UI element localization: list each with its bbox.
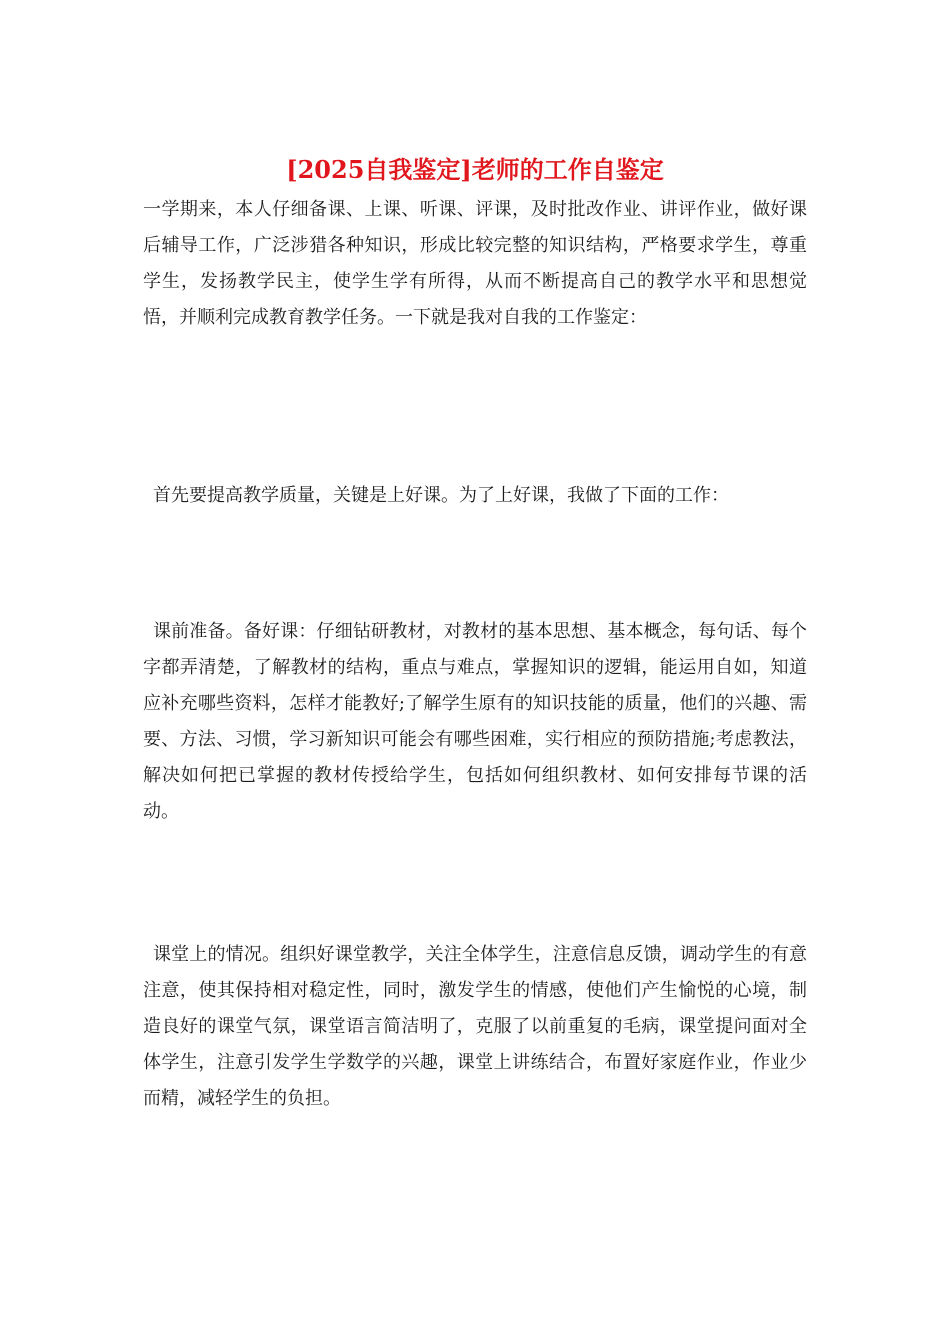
paragraph-lesson-preparation: 课前准备。备好课：仔细钻研教材，对教材的基本思想、基本概念，每句话、每个字都弄清楚，了解教材的结构，重点与难点，掌握知识的逻辑，能运用自如，知道应补充哪些资料，怎样才能教好;了解学生原有的知识技能的质量，他们的兴趣、需要、方法、习惯，学习新知识可能会有哪些困难，实行相应的预防措施;考虑教法，解决如何把已掌握的教材传授给学生，包括如何组织教材、如何安排每节课的活动。 (143, 621, 807, 822)
paragraph-classroom-situation: 课堂上的情况。组织好课堂教学，关注全体学生，注意信息反馈，调动学生的有意注意，使其保持相对稳定性，同时，激发学生的情感，使他们产生愉悦的心境，制造良好的课堂气氛，课堂语言简洁明了，克服了以前重复的毛病，课堂提问面对全体学生，注意引发学生学数学的兴趣，课堂上讲练结合，布置好家庭作业，作业少而精，减轻学生的负担。 (143, 944, 807, 1109)
paragraph-teaching-quality: 首先要提高教学质量，关键是上好课。为了上好课，我做了下面的工作： (153, 485, 729, 506)
paragraph-intro: 一学期来，本人仔细备课、上课、听课、评课，及时批改作业、讲评作业，做好课后辅导工作，广泛涉猎各种知识，形成比较完整的知识结构，严格要求学生，尊重学生，发扬教学民主，使学生学有所得，从而不断提高自己的教学水平和思想觉悟，并顺利完成教育教学任务。一下就是我对自我的工作鉴定： (143, 199, 807, 328)
document-title: [2025自我鉴定]老师的工作自鉴定 (286, 155, 664, 184)
